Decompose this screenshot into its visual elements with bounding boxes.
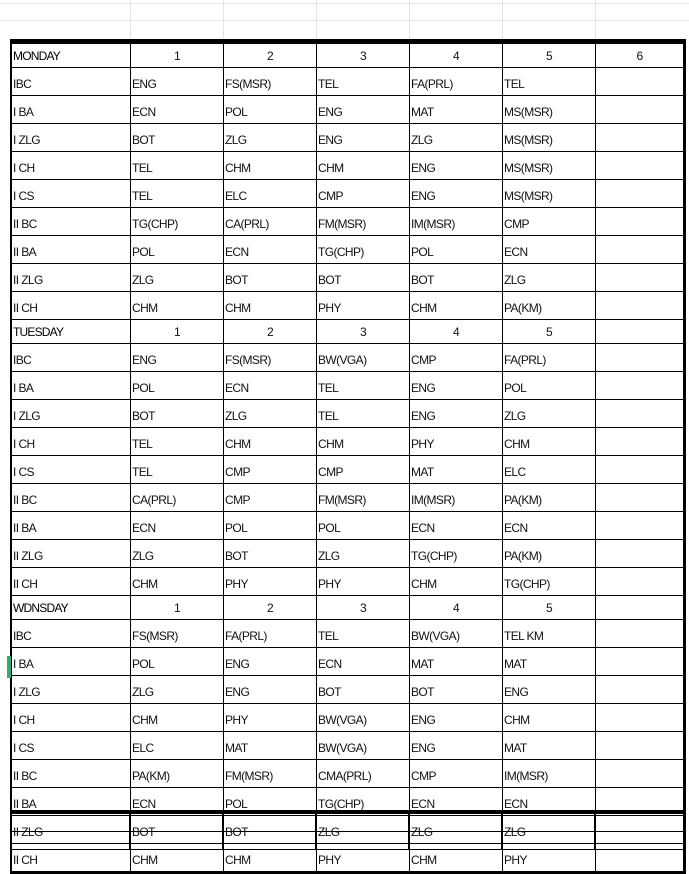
subject-cell[interactable]: IM(MSR)	[410, 208, 503, 236]
period-number-cell[interactable]: 1	[131, 43, 224, 68]
subject-cell[interactable]: ECN	[410, 512, 503, 540]
subject-cell[interactable]: PHY	[224, 704, 317, 732]
subject-cell[interactable]: CMA(PRL)	[317, 760, 410, 788]
subject-cell[interactable]: PHY	[317, 292, 410, 320]
class-row	[12, 292, 684, 320]
subject-cell[interactable]: MAT	[410, 648, 503, 676]
subject-cell[interactable]: BOT	[224, 540, 317, 568]
subject-cell[interactable]: ZLG	[131, 264, 224, 292]
class-row	[12, 372, 684, 400]
subject-cell[interactable]: CHM	[224, 292, 317, 320]
subject-cell[interactable]	[596, 512, 684, 540]
subject-cell[interactable]: BOT	[131, 400, 224, 428]
subject-cell[interactable]: BOT	[224, 264, 317, 292]
class-name-cell[interactable]: II BC	[12, 484, 131, 512]
class-name-cell[interactable]: I CH	[12, 704, 131, 732]
class-row	[12, 568, 684, 596]
subject-cell[interactable]: ZLG	[503, 816, 596, 844]
subject-cell[interactable]: ELC	[131, 732, 224, 760]
subject-cell[interactable]: CHM	[410, 292, 503, 320]
subject-cell[interactable]: TEL	[317, 400, 410, 428]
subject-cell[interactable]: TEL KM	[503, 620, 596, 648]
subject-cell[interactable]: FS(MSR)	[224, 68, 317, 96]
subject-cell[interactable]	[596, 124, 684, 152]
period-number-cell[interactable]: 5	[503, 43, 596, 68]
subject-cell[interactable]: CHM	[503, 704, 596, 732]
subject-cell[interactable]: PHY	[410, 428, 503, 456]
day-header-row	[12, 320, 684, 344]
class-name-cell[interactable]: I CS	[12, 732, 131, 760]
subject-cell[interactable]: CHM	[503, 428, 596, 456]
class-name-cell[interactable]: I BA	[12, 648, 131, 676]
empty-cell[interactable]	[11, 812, 130, 832]
class-name-cell[interactable]: II BC	[12, 208, 131, 236]
period-number-cell[interactable]: 4	[410, 596, 503, 620]
subject-cell[interactable]: POL	[410, 236, 503, 264]
subject-cell[interactable]: BOT	[410, 676, 503, 704]
empty-cell[interactable]	[595, 832, 686, 850]
subject-cell[interactable]	[596, 68, 684, 96]
subject-cell[interactable]: ECN	[224, 236, 317, 264]
subject-cell[interactable]: ENG	[503, 676, 596, 704]
subject-cell[interactable]: BW(VGA)	[317, 732, 410, 760]
subject-cell[interactable]: TEL	[131, 456, 224, 484]
empty-cell[interactable]	[316, 832, 409, 850]
subject-cell[interactable]: PHY	[503, 844, 596, 872]
timetable-grid	[11, 41, 684, 872]
subject-cell[interactable]	[596, 152, 684, 180]
subject-cell[interactable]: ENG	[410, 704, 503, 732]
subject-cell[interactable]: FM(MSR)	[317, 484, 410, 512]
day-name-cell[interactable]: MONDAY	[12, 43, 131, 68]
class-name-cell[interactable]: IBC	[12, 68, 131, 96]
subject-cell[interactable]	[596, 648, 684, 676]
subject-cell[interactable]: ZLG	[131, 540, 224, 568]
subject-cell[interactable]: CHM	[131, 568, 224, 596]
period-number-cell[interactable]: 4	[410, 43, 503, 68]
class-row	[12, 124, 684, 152]
class-name-cell[interactable]: I ZLG	[12, 124, 131, 152]
class-name-cell[interactable]: II BA	[12, 512, 131, 540]
class-name-cell[interactable]: I CH	[12, 152, 131, 180]
class-name-cell[interactable]: I ZLG	[12, 400, 131, 428]
subject-cell[interactable]: MAT	[503, 648, 596, 676]
subject-cell[interactable]: BOT	[317, 676, 410, 704]
subject-cell[interactable]: ECN	[317, 648, 410, 676]
subject-cell[interactable]: ZLG	[410, 816, 503, 844]
class-row	[12, 96, 684, 124]
subject-cell[interactable]: MS(MSR)	[503, 96, 596, 124]
subject-cell[interactable]: PHY	[317, 568, 410, 596]
subject-cell[interactable]: POL	[503, 372, 596, 400]
subject-cell[interactable]: ECN	[503, 788, 596, 816]
subject-cell[interactable]: CHM	[224, 844, 317, 872]
subject-cell[interactable]: ELC	[224, 180, 317, 208]
subject-cell[interactable]: PHY	[224, 568, 317, 596]
subject-cell[interactable]: BW(VGA)	[317, 344, 410, 372]
subject-cell[interactable]: MS(MSR)	[503, 152, 596, 180]
subject-cell[interactable]	[596, 264, 684, 292]
class-row	[12, 648, 684, 676]
subject-cell[interactable]: CHM	[224, 152, 317, 180]
subject-cell[interactable]: ZLG	[317, 816, 410, 844]
subject-cell[interactable]: BW(VGA)	[317, 704, 410, 732]
subject-cell[interactable]: BOT	[131, 816, 224, 844]
subject-cell[interactable]	[596, 400, 684, 428]
class-row	[12, 152, 684, 180]
subject-cell[interactable]: CHM	[317, 152, 410, 180]
subject-cell[interactable]: CHM	[224, 428, 317, 456]
subject-cell[interactable]: CMP	[224, 484, 317, 512]
subject-cell[interactable]: ZLG	[503, 264, 596, 292]
timetable-sheet	[10, 39, 686, 874]
class-row	[12, 512, 684, 540]
subject-cell[interactable]: ENG	[410, 180, 503, 208]
class-name-cell[interactable]: II ZLG	[12, 540, 131, 568]
class-row	[12, 400, 684, 428]
class-row	[12, 620, 684, 648]
subject-cell[interactable]: ENG	[410, 372, 503, 400]
class-name-cell[interactable]: II CH	[12, 568, 131, 596]
subject-cell[interactable]	[596, 760, 684, 788]
subject-cell[interactable]: CHM	[410, 844, 503, 872]
subject-cell[interactable]: MAT	[224, 732, 317, 760]
empty-cell[interactable]	[130, 812, 223, 832]
subject-cell[interactable]: FM(MSR)	[317, 208, 410, 236]
class-name-cell[interactable]: II CH	[12, 844, 131, 872]
subject-cell[interactable]: TEL	[503, 68, 596, 96]
class-name-cell[interactable]: II ZLG	[12, 816, 131, 844]
period-number-cell[interactable]: 6	[596, 43, 684, 68]
subject-cell[interactable]: CA(PRL)	[224, 208, 317, 236]
subject-cell[interactable]: ENG	[410, 152, 503, 180]
subject-cell[interactable]: IM(MSR)	[410, 484, 503, 512]
subject-cell[interactable]: PA(KM)	[503, 292, 596, 320]
class-name-cell[interactable]: I CH	[12, 428, 131, 456]
subject-cell[interactable]: ECN	[503, 512, 596, 540]
subject-cell[interactable]: PHY	[317, 844, 410, 872]
subject-cell[interactable]: MAT	[410, 456, 503, 484]
subject-cell[interactable]	[596, 620, 684, 648]
subject-cell[interactable]: ECN	[503, 236, 596, 264]
subject-cell[interactable]: POL	[131, 236, 224, 264]
day-name-cell[interactable]: TUESDAY	[12, 320, 131, 344]
subject-cell[interactable]: MS(MSR)	[503, 180, 596, 208]
subject-cell[interactable]: FA(PRL)	[224, 620, 317, 648]
subject-cell[interactable]: FS(MSR)	[224, 344, 317, 372]
subject-cell[interactable]: MAT	[503, 732, 596, 760]
subject-cell[interactable]: BOT	[410, 264, 503, 292]
subject-cell[interactable]: FA(PRL)	[410, 68, 503, 96]
subject-cell[interactable]: ECN	[224, 372, 317, 400]
subject-cell[interactable]: ENG	[224, 676, 317, 704]
subject-cell[interactable]: ECN	[410, 788, 503, 816]
subject-cell[interactable]	[596, 484, 684, 512]
empty-cell[interactable]	[223, 832, 316, 850]
subject-cell[interactable]	[596, 208, 684, 236]
class-name-cell[interactable]: I ZLG	[12, 676, 131, 704]
subject-cell[interactable]: POL	[224, 788, 317, 816]
class-name-cell[interactable]: I CS	[12, 456, 131, 484]
subject-cell[interactable]: ENG	[131, 68, 224, 96]
class-name-cell[interactable]: II BA	[12, 788, 131, 816]
class-row	[12, 676, 684, 704]
period-number-cell[interactable]: 2	[224, 320, 317, 344]
class-name-cell[interactable]: II ZLG	[12, 264, 131, 292]
empty-cell[interactable]	[130, 832, 223, 850]
empty-rows-below	[10, 810, 686, 850]
class-row	[12, 704, 684, 732]
subject-cell[interactable]: MAT	[410, 96, 503, 124]
period-number-cell[interactable]	[596, 320, 684, 344]
subject-cell[interactable]	[596, 456, 684, 484]
subject-cell[interactable]: POL	[224, 96, 317, 124]
subject-cell[interactable]: ELC	[503, 456, 596, 484]
row-selection-marker	[7, 656, 11, 678]
subject-cell[interactable]: TG(CHP)	[317, 236, 410, 264]
subject-cell[interactable]: CMP	[317, 180, 410, 208]
subject-cell[interactable]: ENG	[317, 96, 410, 124]
subject-cell[interactable]: CHM	[317, 428, 410, 456]
subject-cell[interactable]	[596, 236, 684, 264]
period-number-cell[interactable]: 5	[503, 320, 596, 344]
subject-cell[interactable]	[596, 372, 684, 400]
subject-cell[interactable]: ENG	[410, 400, 503, 428]
subject-cell[interactable]: TG(CHP)	[131, 208, 224, 236]
class-row	[12, 180, 684, 208]
empty-cell[interactable]	[409, 812, 502, 832]
empty-cell[interactable]	[11, 832, 130, 850]
class-row	[12, 484, 684, 512]
day-name-cell[interactable]: WDNSDAY	[12, 596, 131, 620]
subject-cell[interactable]: TEL	[317, 68, 410, 96]
subject-cell[interactable]: BOT	[317, 264, 410, 292]
class-row	[12, 732, 684, 760]
period-number-cell[interactable]: 4	[410, 320, 503, 344]
period-number-cell[interactable]: 5	[503, 596, 596, 620]
subject-cell[interactable]: CHM	[131, 292, 224, 320]
empty-cell[interactable]	[502, 832, 595, 850]
subject-cell[interactable]: TEL	[317, 620, 410, 648]
subject-cell[interactable]: CMP	[503, 208, 596, 236]
empty-cell[interactable]	[223, 812, 316, 832]
period-number-cell[interactable]: 3	[317, 596, 410, 620]
empty-cell[interactable]	[316, 812, 409, 832]
subject-cell[interactable]: BW(VGA)	[410, 620, 503, 648]
subject-cell[interactable]	[596, 540, 684, 568]
class-name-cell[interactable]: I CS	[12, 180, 131, 208]
subject-cell[interactable]: TEL	[131, 428, 224, 456]
subject-cell[interactable]: BOT	[224, 816, 317, 844]
class-row	[12, 344, 684, 372]
class-name-cell[interactable]: I BA	[12, 96, 131, 124]
subject-cell[interactable]: TG(CHP)	[317, 788, 410, 816]
subject-cell[interactable]: POL	[224, 512, 317, 540]
subject-cell[interactable]: CHM	[131, 704, 224, 732]
period-number-cell[interactable]: 1	[131, 320, 224, 344]
subject-cell[interactable]: BOT	[131, 124, 224, 152]
class-row	[12, 208, 684, 236]
class-row	[12, 264, 684, 292]
period-number-cell[interactable]: 3	[317, 320, 410, 344]
subject-cell[interactable]: FS(MSR)	[131, 620, 224, 648]
subject-cell[interactable]: ECN	[131, 788, 224, 816]
subject-cell[interactable]: TG(CHP)	[410, 540, 503, 568]
subject-cell[interactable]	[596, 676, 684, 704]
subject-cell[interactable]: TG(CHP)	[503, 568, 596, 596]
class-row	[12, 236, 684, 264]
subject-cell[interactable]: CHM	[131, 844, 224, 872]
subject-cell[interactable]	[596, 292, 684, 320]
subject-cell[interactable]: CHM	[410, 568, 503, 596]
subject-cell[interactable]: CMP	[317, 456, 410, 484]
class-name-cell[interactable]: II BC	[12, 760, 131, 788]
subject-cell[interactable]: POL	[131, 372, 224, 400]
class-row	[12, 428, 684, 456]
empty-cell[interactable]	[409, 832, 502, 850]
subject-cell[interactable]: CMP	[410, 760, 503, 788]
subject-cell[interactable]: CMP	[224, 456, 317, 484]
subject-cell[interactable]: IM(MSR)	[503, 760, 596, 788]
subject-cell[interactable]: FM(MSR)	[224, 760, 317, 788]
subject-cell[interactable]: ZLG	[410, 124, 503, 152]
period-number-cell[interactable]: 3	[317, 43, 410, 68]
subject-cell[interactable]: PA(KM)	[503, 484, 596, 512]
empty-cell[interactable]	[502, 812, 595, 832]
subject-cell[interactable]	[596, 732, 684, 760]
subject-cell[interactable]: ZLG	[224, 400, 317, 428]
subject-cell[interactable]	[596, 428, 684, 456]
class-name-cell[interactable]: I BA	[12, 372, 131, 400]
subject-cell[interactable]: POL	[131, 648, 224, 676]
subject-cell[interactable]: CMP	[410, 344, 503, 372]
empty-cell[interactable]	[595, 812, 686, 832]
subject-cell[interactable]	[596, 180, 684, 208]
subject-cell[interactable]: ENG	[224, 648, 317, 676]
subject-cell[interactable]: CA(PRL)	[131, 484, 224, 512]
period-number-cell[interactable]: 1	[131, 596, 224, 620]
subject-cell[interactable]	[596, 704, 684, 732]
day-header-row	[12, 596, 684, 620]
subject-cell[interactable]: ZLG	[224, 124, 317, 152]
subject-cell[interactable]: ZLG	[317, 540, 410, 568]
subject-cell[interactable]	[596, 96, 684, 124]
period-number-cell[interactable]: 2	[224, 43, 317, 68]
subject-cell[interactable]: PA(KM)	[131, 760, 224, 788]
subject-cell[interactable]	[596, 344, 684, 372]
class-row	[12, 456, 684, 484]
subject-cell[interactable]: TEL	[131, 152, 224, 180]
subject-cell[interactable]: ECN	[131, 96, 224, 124]
class-name-cell[interactable]: II BA	[12, 236, 131, 264]
subject-cell[interactable]	[596, 568, 684, 596]
class-row	[12, 540, 684, 568]
class-name-cell[interactable]: IBC	[12, 620, 131, 648]
subject-cell[interactable]: ZLG	[131, 676, 224, 704]
subject-cell[interactable]: TEL	[317, 372, 410, 400]
subject-cell[interactable]: ENG	[131, 344, 224, 372]
subject-cell[interactable]: FA(PRL)	[503, 344, 596, 372]
period-number-cell[interactable]: 2	[224, 596, 317, 620]
subject-cell[interactable]: MS(MSR)	[503, 124, 596, 152]
class-row	[12, 68, 684, 96]
subject-cell[interactable]: ZLG	[503, 400, 596, 428]
period-number-cell[interactable]	[596, 596, 684, 620]
subject-cell[interactable]: PA(KM)	[503, 540, 596, 568]
class-name-cell[interactable]: IBC	[12, 344, 131, 372]
subject-cell[interactable]: ECN	[131, 512, 224, 540]
class-row	[12, 760, 684, 788]
subject-cell[interactable]: ENG	[410, 732, 503, 760]
subject-cell[interactable]: POL	[317, 512, 410, 540]
subject-cell[interactable]: ENG	[317, 124, 410, 152]
class-name-cell[interactable]: II CH	[12, 292, 131, 320]
day-header-row	[12, 43, 684, 68]
subject-cell[interactable]: TEL	[131, 180, 224, 208]
